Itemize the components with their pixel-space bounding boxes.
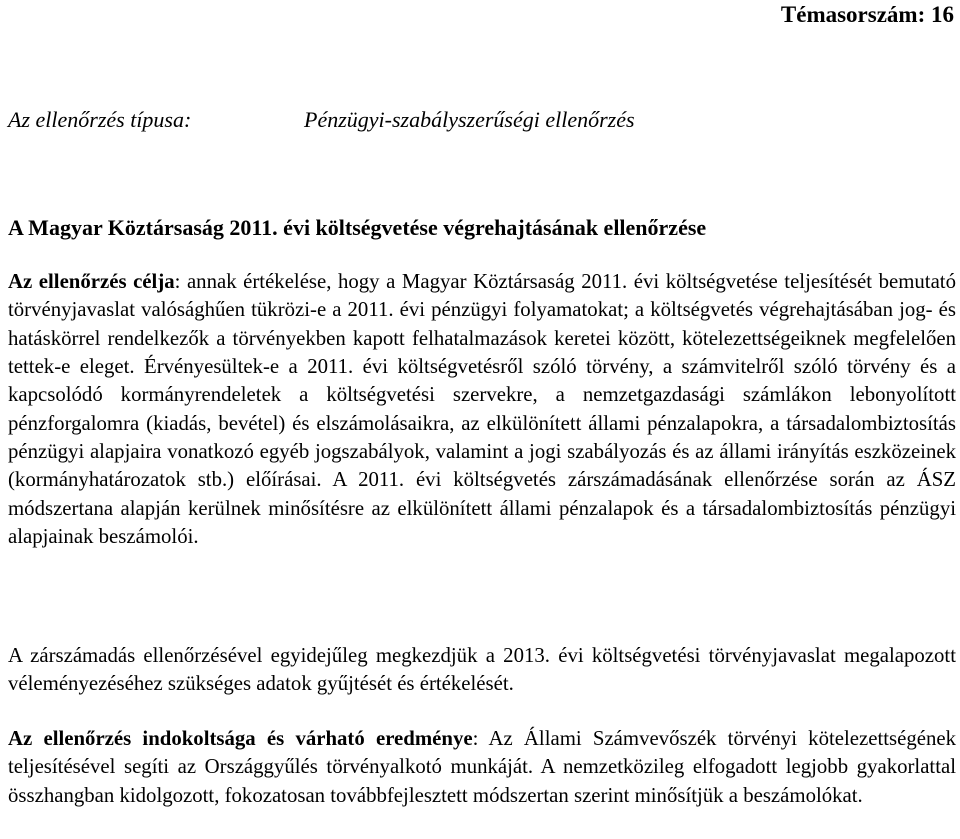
audit-title: A Magyar Köztársaság 2011. évi költségvetése végrehajtásának ellenőrzése (8, 215, 707, 240)
purpose-paragraph (8, 268, 956, 551)
purpose-text: : annak értékelése, hogy a Magyar Köztársaság 2011. évi költségvetése teljesítését bemutató törvényjavaslat valósághűen tükrözi-e a 2011. évi pénzügyi folyamatokat; a költségvetés végrehajtásában jog- és hatáskörrel rendelkezők a törvényekben kapott felhatalmazások keretei között, kötelezettségeiknek megfelelően tettek-e eleget. Érvényesültek-e a 2011. évi költségvetésről szóló törvény, a számvitelről szóló törvény és a kapcsolódó kormányrendeletek a költségvetési szervekre, a nemzetgazdasági számlákon lebonyolított pénzforgalomra (kiadás, bevétel) és elszámolásaikra, az elkülönített állami pénzalapokra, a társadalombiztosítás pénzügyi alapjaira vonatkozó egyéb jogszabályok, valamint a jogi szabályozás és az állami irányítás eszközeinek (kormányhatározatok stb.) előírásai. A 2011. évi költségvetés zárszámadásának ellenőrzése során az ÁSZ módszertana alapján kerülnek minősítésre az elkülönített állami pénzalapok és a társadalombiztosítás pénzügyi alapjainak beszámolói. (8, 270, 956, 549)
audit-type-label: Az ellenőrzés típusa: (8, 107, 192, 132)
audit-type-row (8, 106, 635, 134)
justification-paragraph (8, 725, 956, 810)
audit-type-value: Pénzügyi-szabályszerűségi ellenőrzés (304, 107, 635, 132)
purpose-label: Az ellenőrzés célja (8, 270, 175, 293)
justification-label: Az ellenőrzés indokoltsága és várható eredménye (8, 727, 473, 750)
concurrent-paragraph: A zárszámadás ellenőrzésével egyidejűleg megkezdjük a 2013. évi költségvetési törvényjavaslat megalapozott véleményezéséhez szükséges adatok gyűjtését és értékelését. (8, 644, 956, 696)
topic-number: Témasorszám: 16 (780, 2, 954, 27)
justification-text: : Az Állami Számvevőszék törvényi kötelezettségének teljesítésével segíti az Országgyűlés törvényalkotó munkáját. A nemzetközileg elfogadott legjobb gyakorlattal összhangban kidolgozott, fokozatosan továbbfejlesztett módszertan szerint minősítjük a beszámolókat. (8, 727, 956, 807)
